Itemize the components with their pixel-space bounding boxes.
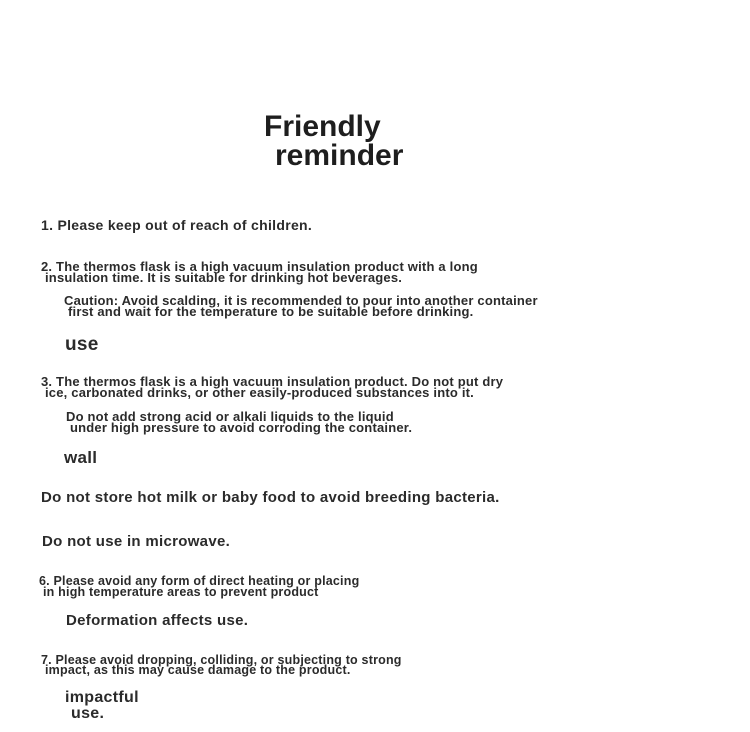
reminder-item-3-line-2: ice, carbonated drinks, or other easily-produced substances into it. [45,385,474,400]
reminder-item-2-line-1: 2. The thermos flask is a high vacuum insulation product with a long [41,259,478,274]
reminder-item-1: 1. Please keep out of reach of children. [41,217,313,233]
reminder-item-5: Do not use in microwave. [42,533,231,550]
reminder-item-3-sub-line-2: under high pressure to avoid corroding the container. [70,420,413,435]
reminder-item-2-line-2: insulation time. It is suitable for drinking hot beverages. [45,270,403,285]
reminder-item-6-line-2: in high temperature areas to prevent product [43,585,319,599]
reminder-item-2-caution-line-1: Caution: Avoid scalding, it is recommended to pour into another container [64,293,538,308]
page-title-line-2: reminder [275,139,404,172]
reminder-item-4: Do not store hot milk or baby food to avoid breeding bacteria. [41,489,500,506]
reminder-item-6-tail: Deformation affects use. [66,612,249,629]
page-title-line-1: Friendly [264,110,381,143]
reminder-item-2-caution-line-2: first and wait for the temperature to be suitable before drinking. [68,304,474,319]
reminder-item-6-line-1: 6. Please avoid any form of direct heating or placing [39,574,360,588]
reminder-item-7-line-1: 7. Please avoid dropping, colliding, or subjecting to strong [41,653,402,667]
reminder-item-7-tail-line-2: use. [71,705,105,722]
reminder-item-3-line-1: 3. The thermos flask is a high vacuum insulation product. Do not put dry [41,374,504,389]
reminder-item-7-tail-line-1: impactful [65,689,139,706]
reminder-item-3-tail: wall [64,448,98,467]
reminder-item-2-tail: use [65,334,99,355]
reminder-item-3-sub-line-1: Do not add strong acid or alkali liquids to the liquid [66,409,394,424]
reminder-item-7-line-2: impact, as this may cause damage to the product. [45,663,351,677]
